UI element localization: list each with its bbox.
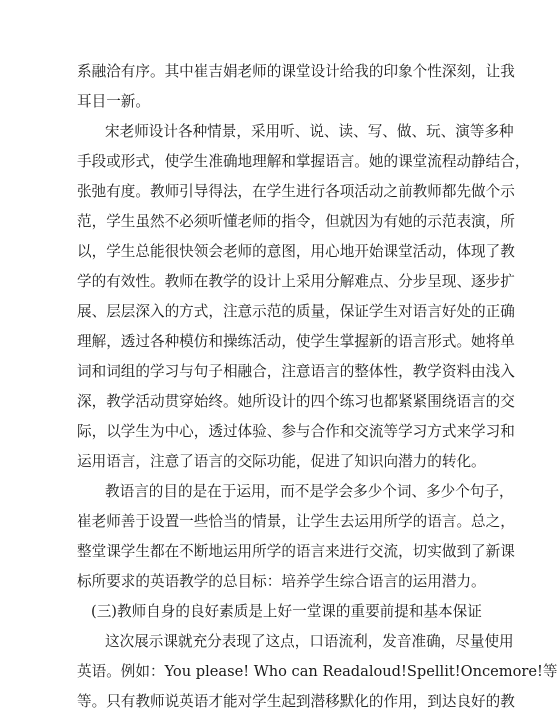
text-line: 这次展示课就充分表现了这点，口语流利，发音准确，尽量使用 [105,633,514,650]
text-line: 系融洽有序。其中崔吉娟老师的课堂设计给我的印象个性深刻，让我 [77,63,515,80]
text-line: 展、层层深入的方式，注意示范的质量，保证学生对语言好处的正确 [77,303,515,320]
text-line: 际，以学生为中心，透过体验、参与合作和交流等学习方式来学习和 [77,423,515,440]
section-heading: (三)教师自身的良好素质是上好一堂课的重要前提和基本保证 [91,603,482,620]
text-line: 词和词组的学习与句子相融合，注意语言的整体性，教学资料由浅入 [77,363,515,380]
text-line: 学的有效性。教师在教学的设计上采用分解难点、分步呈现、逐步扩 [77,273,515,290]
text-line: 整堂课学生都在不断地运用所学的语言来进行交流，切实做到了新课 [77,543,515,560]
text-line: 教语言的目的是在于运用，而不是学会多少个词、多少个句子， [105,483,514,500]
text-line: 崔老师善于设置一些恰当的情景，让学生去运用所学的语言。总之， [77,513,515,530]
text-line: 张弛有度。教师引导得法，在学生进行各项活动之前教师都先做个示 [77,183,515,200]
text-line: 英语。例如：You please! Who can Readaloud!Spellit!Oncemore!等 [77,663,557,680]
text-line: 等。只有教师说英语才能对学生起到潜移默化的作用，到达良好的教 [77,693,515,710]
text-line: 运用语言，注意了语言的交际功能，促进了知识向潜力的转化。 [77,453,486,470]
text-line: 宋老师设计各种情景，采用听、说、读、写、做、玩、演等多种 [105,123,514,140]
text-line: 以，学生总能很快领会老师的意图，用心地开始课堂活动，体现了教 [77,243,515,260]
text-line: 耳目一新。 [77,93,150,110]
text-line: 理解，透过各种模仿和操练活动，使学生掌握新的语言形式。她将单 [77,333,515,350]
text-line: 范，学生虽然不必须听懂老师的指令，但就因为有她的示范表演，所 [77,213,515,230]
text-line: 手段或形式，使学生准确地理解和掌握语言。她的课堂流程动静结合， [77,153,530,170]
text-line: 标所要求的英语教学的总目标：培养学生综合语言的运用潜力。 [77,573,486,590]
text-line: 深，教学活动贯穿始终。她所设计的四个练习也都紧紧围绕语言的交 [77,393,515,410]
